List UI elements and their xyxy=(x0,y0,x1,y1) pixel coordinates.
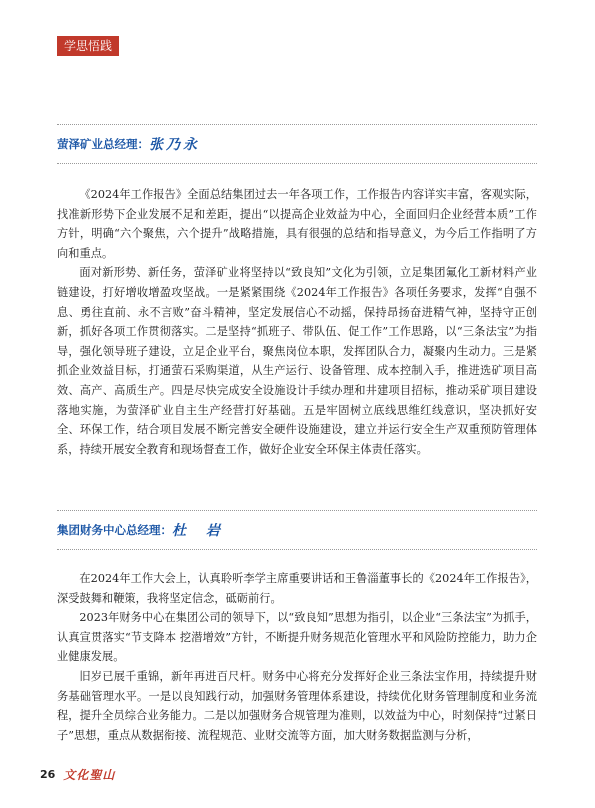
paragraph: 在2024年工作大会上，认真聆听李学主席重要讲话和王鲁淄董事长的《2024年工作报告》，深受鼓舞和鞭策，我将坚定信念，砥砺前行。 xyxy=(57,572,537,605)
paragraph: 面对新形势、新任务，萤泽矿业将坚持以“致良知”文化为引领，立足集团氟化工新材料产业链建设，打好增收增盈攻坚战。一是紧紧围绕《2024年工作报告》各项任务要求，发挥“自强不息、勇往直前、永不言败”奋斗精神，坚定发展信心不动摇，保持昂扬奋进精气神，坚持守正创新，抓好各项工作贯彻落实。二是坚持“抓班子、带队伍、促工作”工作思路，以“三条法宝”为指导，强化领导班子建设，立足企业平台，聚焦岗位本职，发挥团队合力，凝聚内生动力。三是紧抓企业效益目标，打通萤石采购渠道，从生产运行、设备管理、成本控制入手，推进选矿项目高效、高产、高质生产。四是尽快完成安全设施设计手续办理和井建项目招标，推动采矿项目建设落地实施，为萤泽矿业自主生产经营打好基础。五是牢固树立底线思维红线意识，坚决抓好安全、环保工作，结合项目发展不断完善安全硬件设施建设，建立并运行安全生产双重预防管理体系，持续开展安全教育和现场督查工作，做好企业安全环保主体责任落实。 xyxy=(57,266,537,456)
paragraph: 2023年财务中心在集团公司的领导下，以“致良知”思想为指引，以企业“三条法宝”为抓手，认真宣贯落实“节支降本 挖潜增效”方针，不断提升财务规范化管理水平和风险防控能力，助力企业健康发展。 xyxy=(57,611,537,664)
section-body xyxy=(57,164,537,459)
paragraph: 《2024年工作报告》全面总结集团过去一年各项工作，工作报告内容详实丰富，客观实际，找准新形势下企业发展不足和差距，提出“以提高企业效益为中心，全面回归企业经营本质”工作方针，明确“六个聚焦，六个提升”战略措施，具有很强的总结和指导意义，为今后工作指明了方向和重点。 xyxy=(57,188,537,260)
section-role: 集团财务中心总经理： xyxy=(57,523,172,537)
page-footer xyxy=(40,764,115,784)
magazine-logo: 文化聖山 xyxy=(63,767,116,782)
section-person: 张乃永 xyxy=(149,137,200,153)
column-tag: 学思悟践 xyxy=(57,36,119,56)
page-number: 26 xyxy=(40,767,56,781)
section-header xyxy=(57,124,537,164)
section-header xyxy=(57,510,537,550)
paragraph: 旧岁已展千重锦，新年再进百尺杆。财务中心将充分发挥好企业三条法宝作用，持续提升财务基础管理水平。一是以良知践行动，加强财务管理体系建设，持续优化财务管理制度和业务流程，提升全员综合业务能力。二是以加强财务合规管理为准则，以效益为中心，时刻保持“过紧日子”思想，重点从数据衔接、流程规范、业财交流等方面，加大财务数据监测与分析， xyxy=(57,669,537,742)
section-person: 杜 岩 xyxy=(172,523,223,539)
section-role: 萤泽矿业总经理： xyxy=(57,137,149,151)
section-body xyxy=(57,550,537,745)
section-yingze xyxy=(57,124,537,459)
section-finance xyxy=(57,510,537,745)
